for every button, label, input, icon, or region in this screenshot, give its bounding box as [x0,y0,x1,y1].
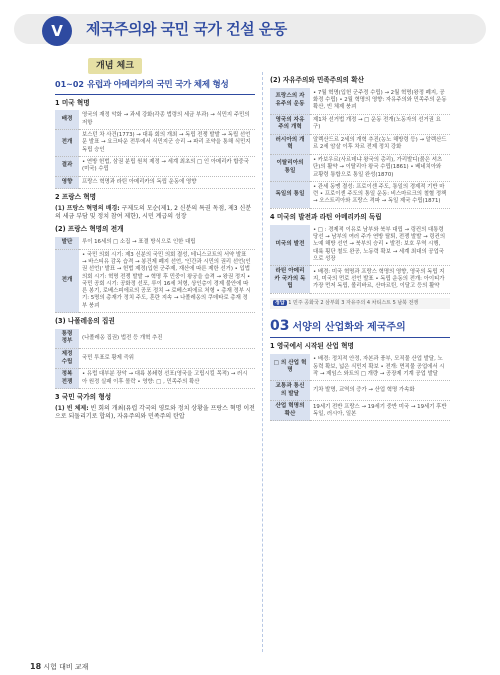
row-value: • 관세 동맹 결성: 프로이센 주도, 통일의 경제적 기반 마련 • 프로이센 주도의 통일 운동: 비스마르크의 철혈 정책 → 오스트리아와 프랑스 격파 → 독일 제국 수립(1871) [310,181,450,208]
row-key: 결과 [55,156,79,176]
subsection-title: (3) 나폴레옹의 집권 [55,317,115,325]
table-row [270,181,450,208]
chapter-title: 제국주의와 국민 국가 건설 운동 [86,20,287,38]
row-value: 제1차 선거법 개정 → □ 운동 전개(노동자의 선거권 요구) [310,114,450,134]
paragraph [55,205,255,221]
row-value: 알렉산드르 2세의 개혁 추진(농노 해방령 등) → 알렉산드르 2세 암살 이후 차르 전제 정치 강화 [310,134,450,154]
paragraph-label: (1) 빈 체제: [55,405,89,413]
row-value: 기차 발명, 교역의 증가 → 산업 혁명 가속화 [310,381,450,401]
page-number: 18 [30,662,42,671]
answer-text: 1 민주 공화국 2 삼부회 3 자유주의 4 차티스트 5 남북 전쟁 [288,299,419,306]
row-value: 루이 16세의 □ 소집 → 표결 방식으로 인한 대립 [79,237,255,249]
subsection-title: 3 국민 국가의 형성 [55,393,112,402]
row-key: 통령 정부 [55,329,79,349]
row-key: 발단 [55,237,79,249]
table-row [270,134,450,154]
footer-label: 시험 대비 교재 [43,663,89,671]
table-row [270,381,450,401]
section-number: 01~02 [55,80,84,89]
chapter-number: V [42,16,72,46]
row-key: 정복 전쟁 [55,369,79,389]
subsection-title: (2) 자유주의와 민족주의의 확산 [270,76,364,84]
american-revolution-table [55,110,255,189]
subsection-title: 4 미국의 발전과 라틴 아메리카의 독립 [270,212,382,221]
row-key: 독일의 통일 [270,181,310,208]
subsection-title: 1 영국에서 시작된 산업 혁명 [270,342,354,351]
row-key: □ 의 산업 혁명 [270,354,310,380]
row-key: 미국의 발전 [270,225,310,266]
row-value: 19세기 전반 프랑스 → 19세기 중반 미국 → 19세기 후반 독일, 러시아, 일본 [310,401,450,421]
row-key: 영국의 자유주의 개혁 [270,114,310,134]
section-number: 03 [270,317,290,334]
subsection-title: 2 프랑스 혁명 [55,193,97,202]
row-value: (나폴레옹 집권) 법전 등 개혁 추진 [79,329,255,349]
row-key: 교통과 통신의 발달 [270,381,310,401]
row-value: 보스턴 차 사건(1773) → 대륙 회의 개최 → 독립 전쟁 발발 → 독립 선언문 발표 → 요크타운 전투에서 식민지군 승리 → 파리 조약을 통해 식민지 독립 승인 [79,130,255,157]
liberalism-table [270,88,450,209]
table-row [55,329,255,349]
right-column [270,72,450,425]
table-row [55,369,255,389]
page-footer [30,662,88,673]
paragraph-text: 빈 회의 개최(유럽 각국의 영토와 정치 상황을 프랑스 혁명 이전으로 되돌리기로 합의), 자유주의와 민족주의 탄압 [55,405,255,421]
concept-check-tag: 개념 체크 [88,58,142,74]
table-row [270,401,450,421]
row-value: 프랑스 혁명과 라틴 아메리카의 독립 운동에 영향 [79,176,255,189]
table-row [270,266,450,294]
napoleon-table [55,329,255,389]
row-key: 러시아의 개혁 [270,134,310,154]
row-key: 영향 [55,176,79,189]
section-header [55,80,255,95]
row-key: 프랑스의 자유주의 운동 [270,88,310,114]
row-key: 배경 [55,110,79,129]
row-value: • 7월 혁명(입헌 군주정 수립) → 2월 혁명(왕정 폐지, 공화정 수립) • 2월 혁명의 영향: 자유주의와 민족주의 운동 확산, 빈 체제 붕괴 [310,88,450,114]
row-value: 국민 투표로 황제 즉위 [79,348,255,368]
table-row [270,88,450,114]
paragraph-text: 구제도의 모순(제1, 2 신분의 특권 독점, 제3 신분의 세금 부담 및 정치 참여 제한), 시민 계급의 성장 [55,205,252,221]
row-key: 라틴 아메리카 국가의 독립 [270,266,310,294]
row-value: • 연방 헌법, 삼권 분립 원칙 제정 → 세계 최초의 □ 인 아메리카 합중국(미국) 수립 [79,156,255,176]
section-header [270,317,450,339]
paragraph [55,405,255,421]
table-row [55,110,255,129]
left-column [55,80,255,424]
industrial-revolution-table [270,354,450,421]
row-key: 산업 혁명의 확산 [270,401,310,421]
row-key: 제정 수립 [55,348,79,368]
table-row [270,154,450,181]
table-row [270,225,450,266]
subsection-title: 1 미국 혁명 [55,98,90,107]
paragraph-label: (1) 프랑스 혁명의 배경: [55,205,120,212]
table-row [55,249,255,312]
america-table [270,225,450,294]
table-row [55,176,255,189]
row-value: • 유럽 대부분 장악 → 대륙 봉쇄령 선포(영국을 고립시킬 목적) → 러시아 원정 실패 이후 몰락 • 영향: □ , 민족주의 확산 [79,369,255,389]
answer-label: 정답 [275,299,285,306]
answer-key [270,298,450,309]
section-title: 서양의 산업화와 제국주의 [292,321,406,333]
table-row [55,348,255,368]
row-value: • 카보우르(사르데냐 왕국의 총리), 가리발디(붉은 셔츠단)의 활약 → 이탈리아 왕국 수립(1861) • 베네치아와 교황령 통합으로 통일 완성(1870) [310,154,450,181]
table-row [55,156,255,176]
table-row [270,354,450,380]
row-value: • 배경: 정치적 안정, 자본과 풍부, 모직물 산업 발달, 노동력 확보, 넓은 식민지 확보 • 전개: 면직물 공업에서 시작 → 제임스 와트의 □ 개량 → 공장제 기계 공업 발달 [310,354,450,380]
row-key: 전개 [55,130,79,157]
subsection-title: (2) 프랑스 혁명의 전개 [55,225,124,234]
row-key: 이탈리아의 통일 [270,154,310,181]
table-row [55,130,255,157]
row-value: • 국민 의회 시기: 제3 신분의 국민 의회 결성, 테니스코트의 서약 발표 → 바스티유 감옥 습격 → 봉건제 폐지 선언, '인간과 시민의 권리 선언(인권 선언)' 발표 → 헌법 제정(입헌 군주제, 재산에 따른 제한 선거) • 입법 의회 시기: 혁명 전쟁 발발 → 혁명 후 민중이 왕궁을 습격 → 왕권 정지 • 국민 공회 시기: 공화정 선포, 루이 16세 처형, 상인층이 경제 불안에 따른 봉기, 로베스피에르의 공포 정치 → 로베스피에르 처형 • 총재 정부 시기: 5명의 총재가 정치 주도, 혼란 지속 → 나폴레옹의 쿠데타로 총재 정부 붕괴 [79,249,255,312]
row-value: • 배경: 미국 혁명과 프랑스 혁명의 영향, 영국의 독립 지지, 미국의 먼로 선언 발표 • 독립 운동의 전개: 아이티가 가장 먼저 독립, 볼리바르, 산마르틴, 이달고 등의 활약 [310,266,450,294]
table-row [55,237,255,249]
row-key: 전개 [55,249,79,312]
section-title: 유럽과 아메리카의 국민 국가 체제 형성 [86,80,229,90]
row-value: 영국의 재정 악화 → 과세 강화(각종 법령의 세금 부과) → 식민지 주민의 저항 [79,110,255,129]
row-value: • □ : 경제적 이유로 남부와 북부 대립 → 링컨의 대통령 당선 → 남부의 여러 주가 연방 탈퇴, 전쟁 발발 → 링컨의 노예 해방 선언 → 북부의 승리 • 발전: 보호 무역 시행, 대륙 횡단 철도 완공, 노동력 확보 → 세계 최대의 공업국으로 성장 [310,225,450,266]
table-row [270,114,450,134]
column-divider [262,72,263,652]
french-revolution-table [55,237,255,313]
